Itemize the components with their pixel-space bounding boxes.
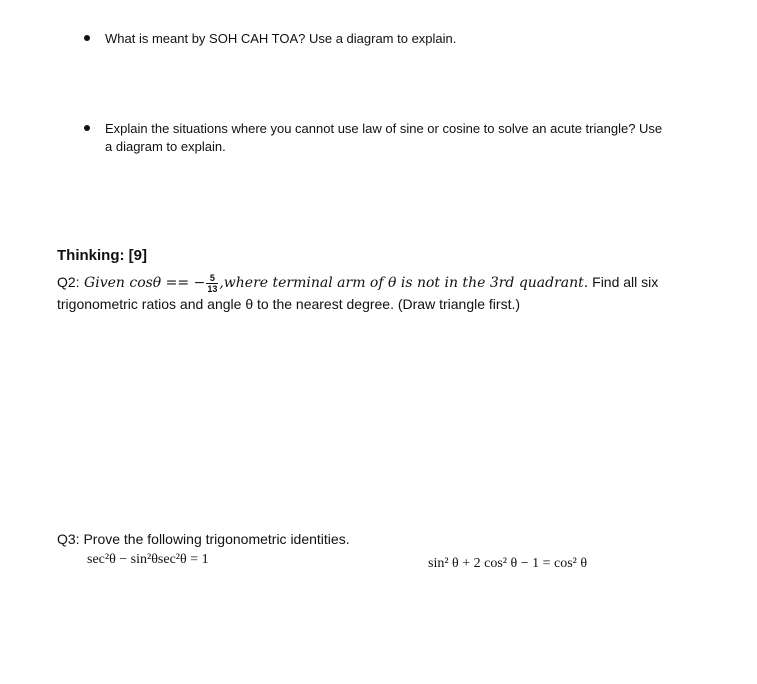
bullet-point-icon [84,125,90,131]
question-law-of-sines-line1: Explain the situations where you cannot use law of sine or cosine to solve an acute triangle? Use [105,121,663,136]
q2-fraction [206,273,218,294]
question-q2-line2: trigonometric ratios and angle θ to the nearest degree. (Draw triangle first.) [57,296,521,312]
q2-condition: ,where terminal arm of θ is not in the 3rd quadrant. [219,275,589,291]
identity-2: sin² θ + 2 cos² θ − 1 = cos² θ [428,556,588,571]
question-soh-cah-toa: What is meant by SOH CAH TOA? Use a diagram to explain. [105,31,457,46]
question-q2 [57,272,658,294]
q2-label: Q2: [57,274,80,290]
q2-tail: Find all six [588,274,659,290]
question-q3: Q3: Prove the following trigonometric identities. [57,531,350,547]
question-law-of-sines [105,120,662,156]
q2-fraction-numerator: 5 [206,273,218,284]
bullet-point-icon [84,35,90,41]
q2-given: Given cosθ == − [79,275,206,291]
question-law-of-sines-line2: a diagram to explain. [105,139,226,154]
q2-fraction-denominator: 13 [207,283,218,294]
section-heading-thinking: Thinking: [9] [57,247,147,264]
identity-1: sec²θ − sin²θsec²θ = 1 [87,552,209,567]
